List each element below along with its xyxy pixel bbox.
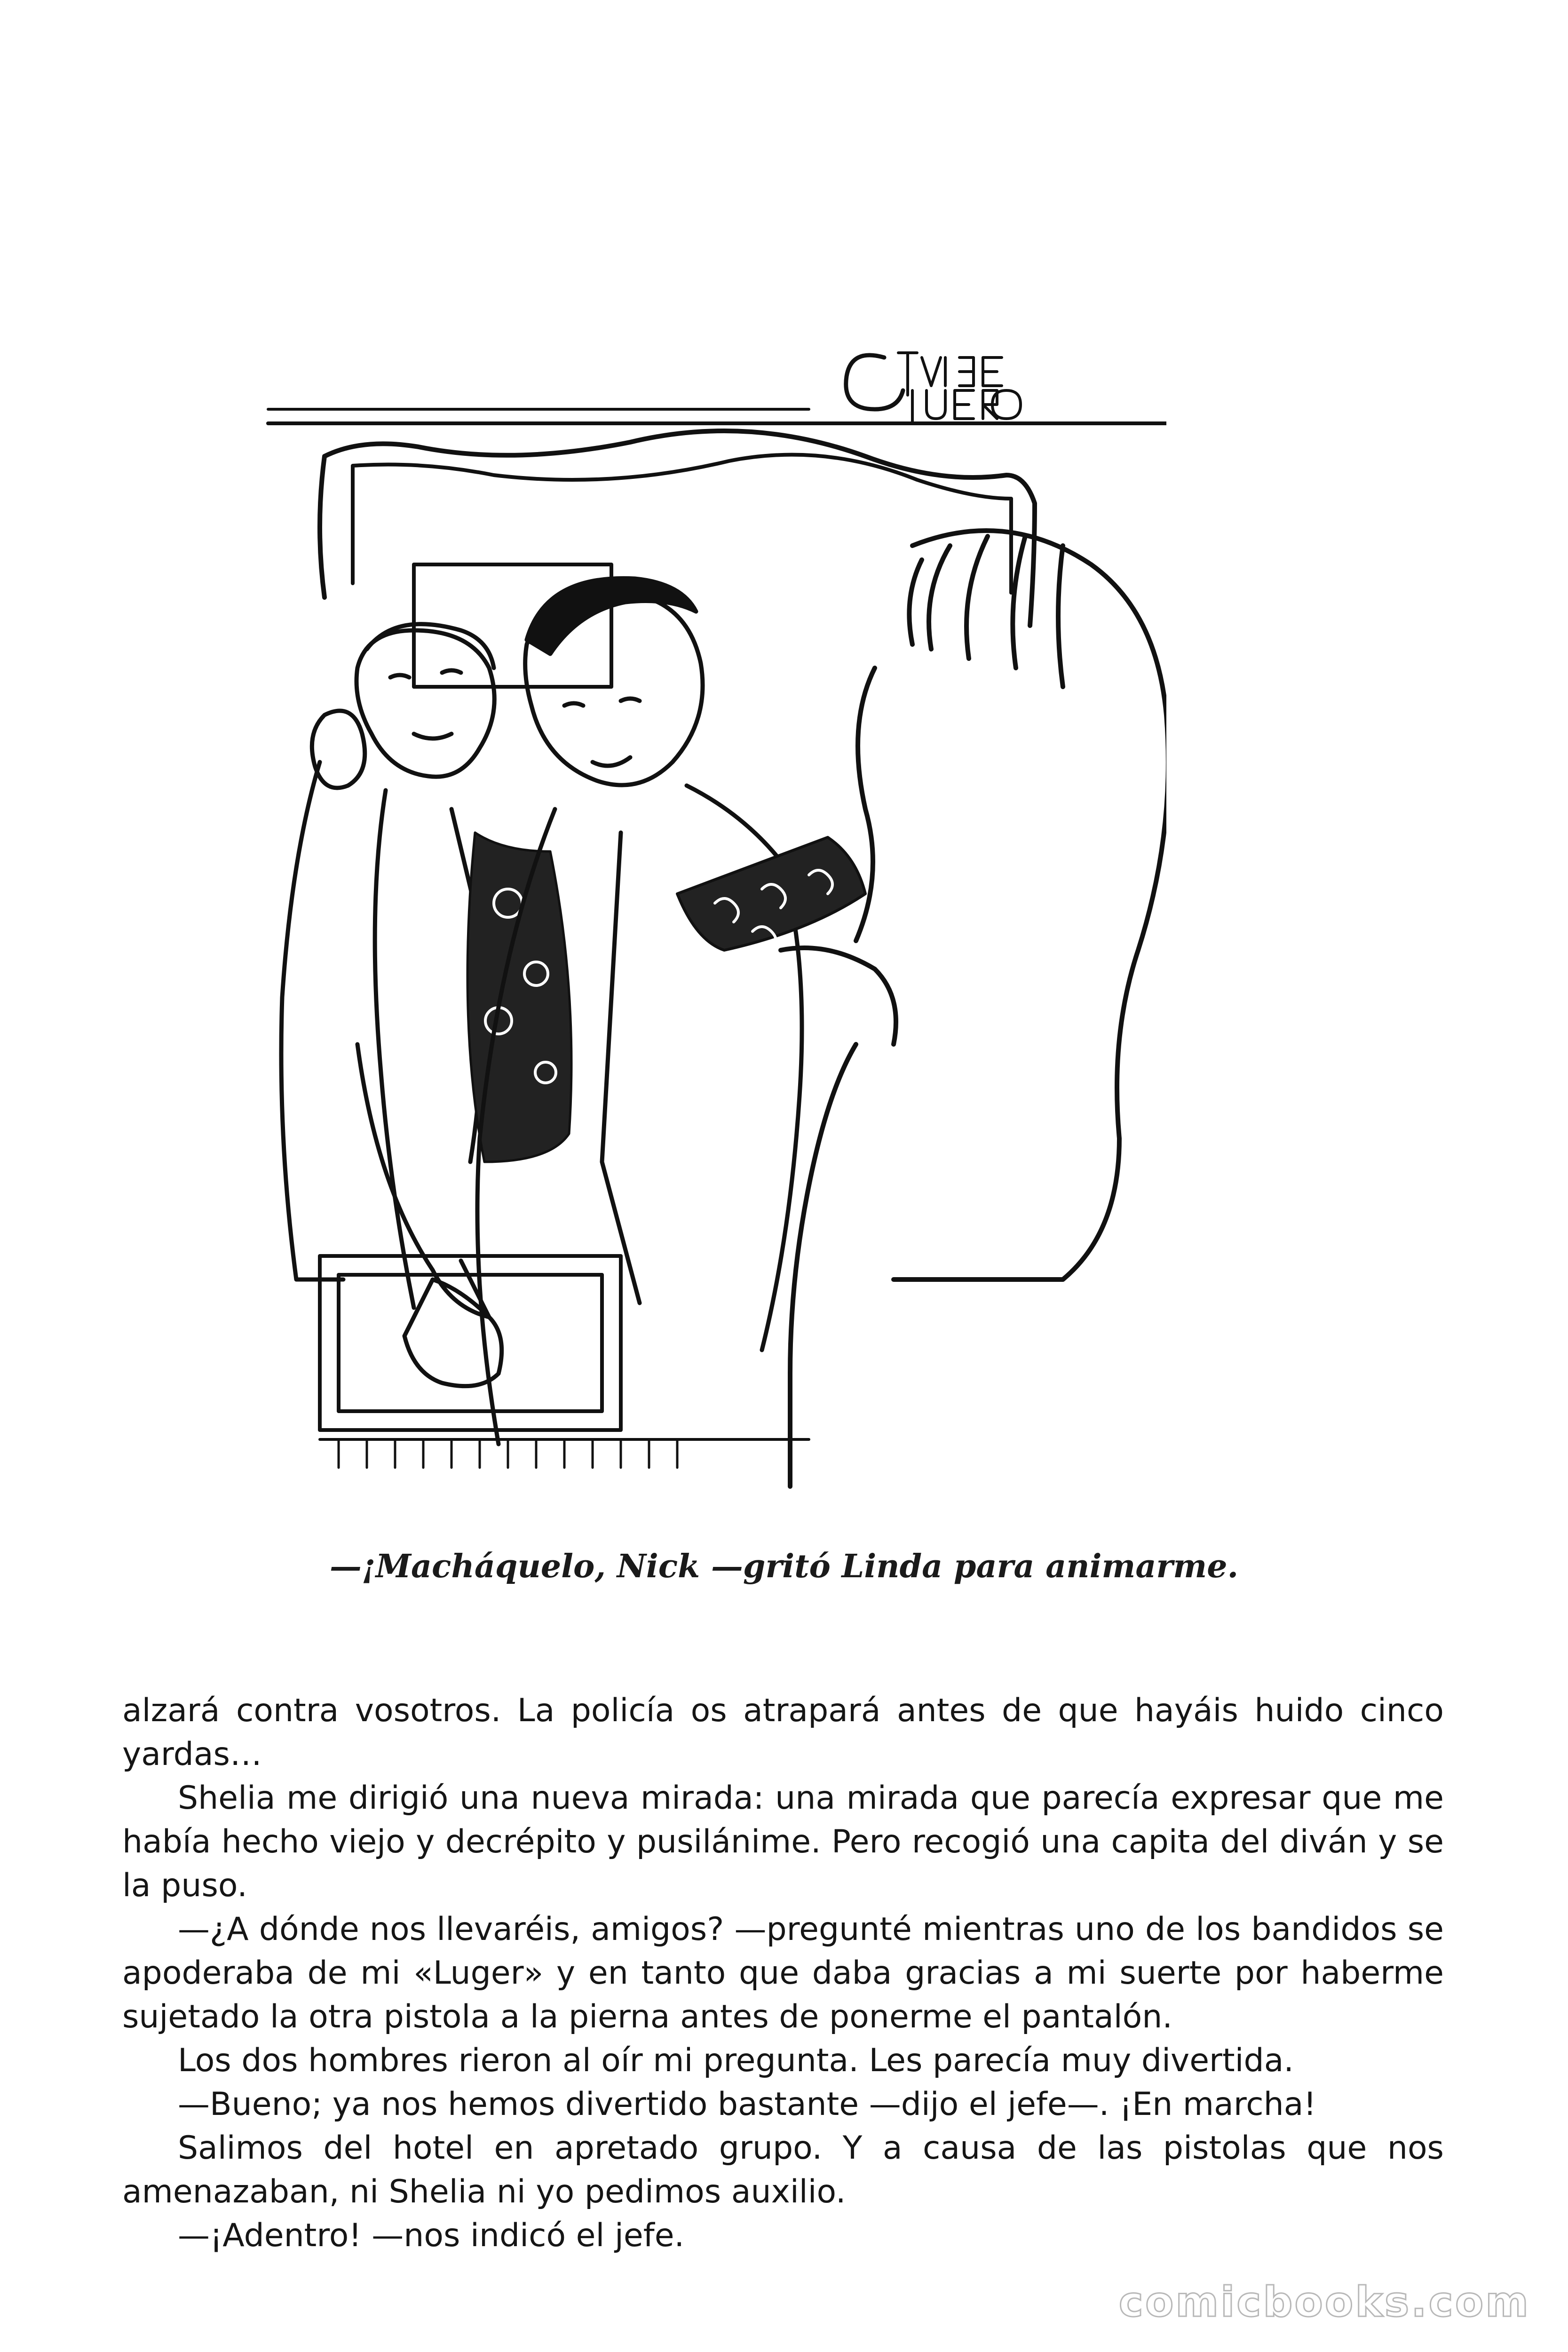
foreground-man (781, 531, 1166, 1486)
paragraph: Los dos hombres rieron al oír mi pregunta. Les parecía muy divertida. (178, 2042, 1294, 2079)
illustration (263, 339, 1166, 1491)
paragraph: —Bueno; ya nos hemos divertido bastante —dijo el jefe—. ¡En marcha! (178, 2086, 1316, 2123)
body-text (122, 1689, 1444, 2257)
mirror-frame (320, 431, 1035, 687)
patterned-tie (677, 837, 865, 950)
paragraph: —¿A dónde nos llevaréis, amigos? —pregunté mientras uno de los bandidos se apoderaba de mi «Luger» y en tanto que daba gracias a mi suerte por haberme sujetado la otra pistola a la pierna antes de ponerme el pantalón. (122, 1911, 1444, 2035)
paragraph: Salimos del hotel en apretado grupo. Y a causa de las pistolas que nos amenazaban, ni Shelia ni yo pedimos auxilio. (122, 2130, 1444, 2210)
artist-signature (268, 353, 1166, 423)
illustration-caption: —¡Macháquelo, Nick —gritó Linda para animarme. (329, 1548, 1239, 1585)
paragraph: —¡Adentro! —nos indicó el jefe. (178, 2217, 685, 2254)
cabinet (320, 1256, 809, 1468)
paragraph: alzará contra vosotros. La policía os atrapará antes de que hayáis huido cinco yardas… (122, 1692, 1444, 1773)
watermark: comicbooks.com (1118, 2278, 1530, 2326)
paragraph: Shelia me dirigió una nueva mirada: una mirada que parecía expresar que me había hecho viejo y decrépito y pusilánime. Pero recogió una capita del diván y se la puso. (122, 1780, 1444, 1904)
